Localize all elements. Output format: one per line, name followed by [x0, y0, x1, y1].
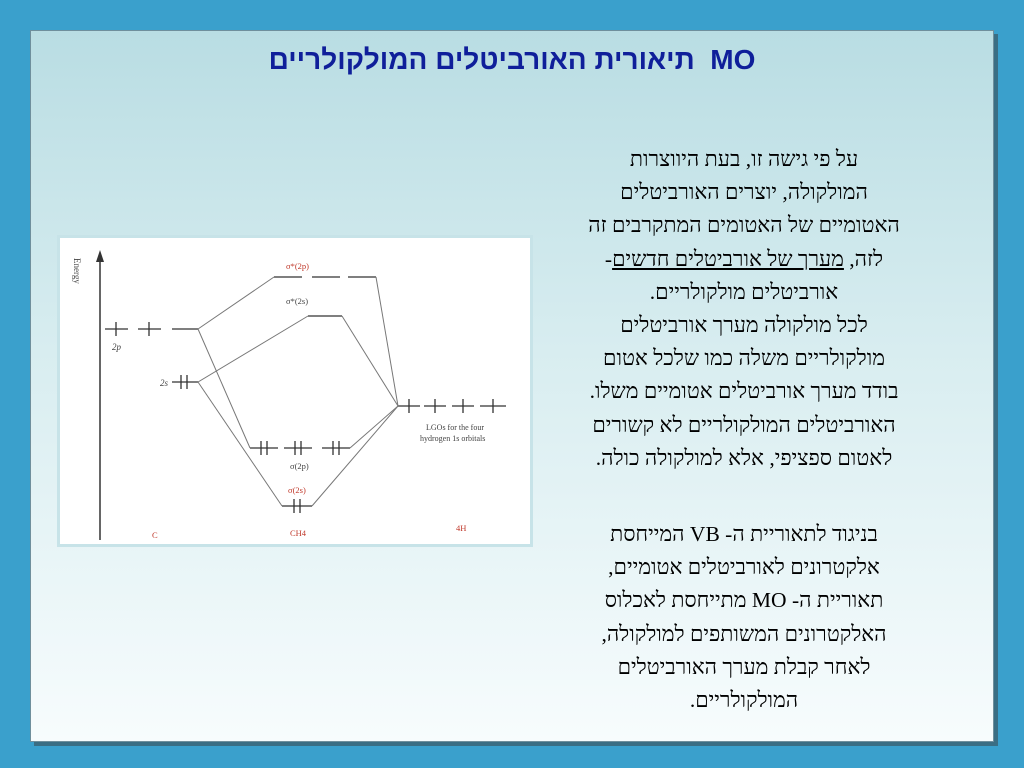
para1-line: בודד מערך אורביטלים אטומיים משלו. [589, 379, 899, 404]
para2-line: אלקטרונים לאורביטלים אטומיים, [608, 555, 880, 580]
paragraph-2 [509, 518, 979, 717]
label-sigma-star-2s: σ*(2s) [286, 296, 309, 306]
title-hebrew: תיאורית האורביטלים המולקולריים [268, 44, 695, 75]
para2-line: המולקולריים. [689, 688, 799, 713]
para1-line: לאטום ספציפי, אלא למולקולה כולה. [595, 445, 893, 470]
energy-axis-label: Energy [72, 258, 82, 284]
label-4h: 4H [456, 523, 467, 533]
label-ch4: CH4 [290, 528, 307, 538]
para1-line: מולקולריים משלה כמו שלכל אטום [603, 346, 885, 371]
para1-line: על פי גישה זו, בעת היווצרות [629, 147, 859, 171]
label-lgo-line2: hydrogen 1s orbitals [420, 434, 486, 443]
para2-line: לאחר קבלת מערך האורביטלים [617, 654, 871, 679]
label-sigma-2s: σ(2s) [288, 485, 306, 495]
label-c: C [152, 530, 158, 540]
paragraph-1 [509, 143, 979, 475]
para2-line: האלקטרונים המשותפים למולקולה, [601, 621, 887, 646]
para1-underlined-phrase: מערך של אורביטלים חדשים [612, 246, 844, 271]
para1-line: המולקולה, יוצרים האורביטלים [620, 180, 868, 205]
label-2s: 2s [160, 378, 169, 388]
para2-line: בניגוד לתאוריית ה- VB המייחסת [610, 522, 878, 546]
para1-line: לכל מולקולה מערך אורביטלים [620, 313, 868, 338]
para1-line: האטומיים של האטומים המתקרבים זה [588, 213, 900, 238]
para1-line: אורביטלים מולקולריים. [649, 279, 839, 304]
correlation-lines [198, 277, 398, 506]
label-2p: 2p [112, 342, 121, 352]
axis-arrow-icon [96, 250, 104, 262]
para1-line4-pre: לזה, [849, 246, 884, 271]
mo-energy-diagram [57, 235, 533, 547]
para1-line: האורביטלים המולקולריים לא קשורים [592, 412, 896, 437]
slide-title [0, 44, 1024, 76]
para1-line4-post: - [604, 246, 613, 271]
para2-line: תאוריית ה- MO מתייחסת לאכלוס [604, 588, 884, 613]
label-sigma-2p: σ(2p) [290, 461, 309, 471]
para1-line-4 [509, 243, 979, 276]
label-sigma-star-2p: σ*(2p) [286, 261, 309, 271]
energy-levels [105, 277, 506, 506]
label-lgo-line1: LGOs for the four [426, 423, 484, 432]
title-mo: MO [710, 44, 756, 75]
mo-diagram-svg [60, 238, 530, 544]
